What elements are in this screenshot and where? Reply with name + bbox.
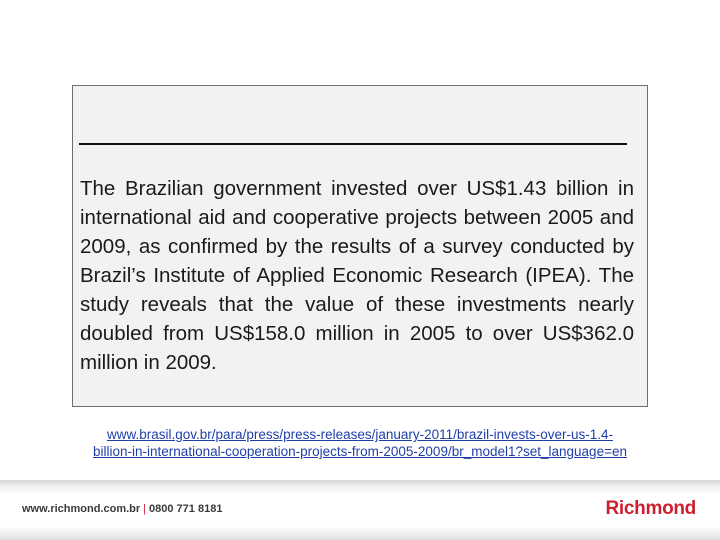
body-paragraph: The Brazilian government invested over US$1.43 billion in international aid and cooperative projects between 2005 and 2009, as confirmed by the results of a survey conducted by Brazil’s Institute of Applied Economic Research (IPEA). The study reveals that the value of these investments nearly doubled from US$158.0 million in 2005 to over US$362.0 million in 2009. — [80, 177, 634, 374]
source-link[interactable] — [10, 426, 710, 460]
source-url-line-1[interactable]: www.brasil.gov.br/para/press/press-releases/january-2011/brazil-invests-over-us-1.4- — [107, 427, 613, 442]
richmond-logo: Richmond — [605, 498, 696, 519]
source-url-line-2[interactable]: billion-in-international-cooperation-projects-from-2005-2009/br_model1?set_language=en — [93, 444, 627, 459]
text-box — [72, 85, 648, 407]
footer-separator: | — [143, 503, 147, 515]
footer-phone: 0800 771 8181 — [149, 503, 223, 515]
footer-website: www.richmond.com.br — [22, 503, 141, 515]
footer-contact — [22, 503, 222, 515]
fill-in-blank-line — [79, 143, 627, 145]
